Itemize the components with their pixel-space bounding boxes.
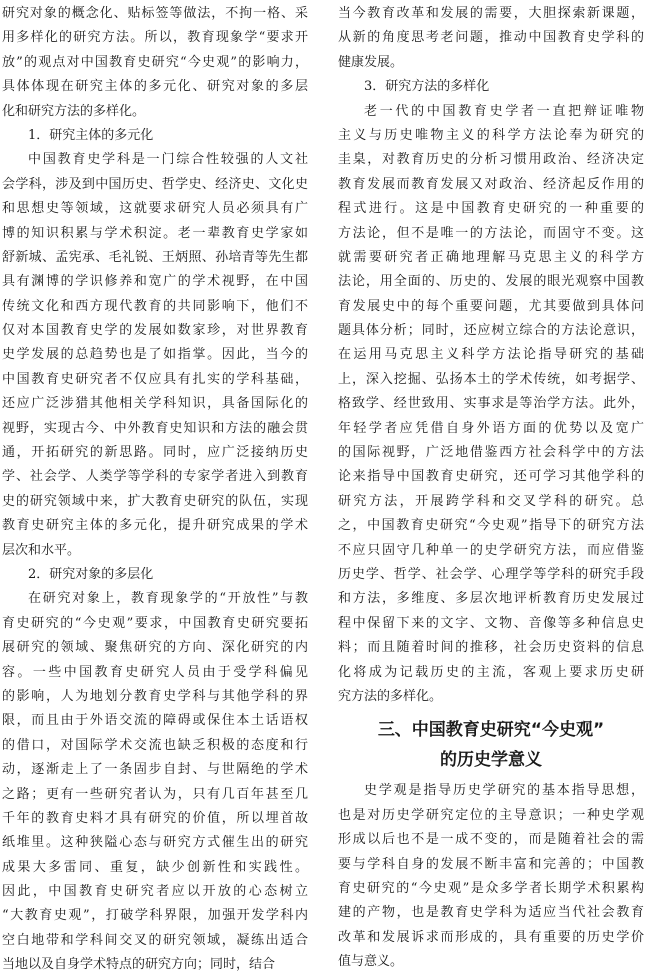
paragraph-line: 论来指导中国教育史研究，还可学习其他学科的 <box>338 469 644 485</box>
paragraph-line: 年轻学者应凭借自身外语方面的优势以及宽广 <box>338 420 644 436</box>
paragraph-line: 化和研究方法的多样化。 <box>2 103 146 119</box>
paragraph-line: 具体体现在研究主体的多元化、研究对象的多层 <box>2 79 308 95</box>
paragraph-line: 教育史研究主体的多元化，提升研究成果的学术 <box>2 518 308 534</box>
paragraph-line: 具有渊博的学识修养和宽广的学术视野，在中国 <box>2 274 308 290</box>
paragraph-line: 因此，中国教育史研究者应以开放的心态树立 <box>2 884 308 900</box>
paragraph-line: 还应广泛涉猎其他相关学科知识，具备国际化的 <box>2 396 308 412</box>
subheading: 3．研究方法的多样化 <box>364 79 490 95</box>
paragraph-line: 学、社会学、人类学等学科的专家学者进入到教育 <box>2 469 308 485</box>
paragraph-line: 容。一些中国教育史研究人员由于受学科偏见 <box>2 664 308 680</box>
paragraph-line: 当今教育改革和发展的需要，大胆探索新课题， <box>338 6 644 21</box>
paragraph-line: 层次和水平。 <box>2 542 81 558</box>
paragraph-line: 育发展史中的每个重要问题，尤其要做到具体问 <box>338 298 644 314</box>
paragraph-line: 的影响，人为地划分教育史学科与其他学科的界 <box>2 688 308 704</box>
paragraph-line: 育史研究的“今史观”要求，中国教育史研究要拓 <box>2 615 308 631</box>
paragraph-line: 展研究的领域、聚焦研究的方向、深化研究的内 <box>2 640 308 656</box>
left-column <box>2 2 308 978</box>
paragraph-line: 究方法的多样化。 <box>338 688 443 704</box>
paragraph-line: 会学科，涉及到中国历史、哲学史、经济史、文化史 <box>2 176 308 192</box>
paragraph-line: 之路；更有一些研究者认为，只有几百年甚至几 <box>2 786 308 802</box>
paragraph-line: 和方法，多维度、多层次地评析教育历史发展过 <box>338 591 644 607</box>
paragraph-line: 健康发展。 <box>338 54 404 70</box>
paragraph-line: 成果大多雷同、重复，缺少创新性和实践性。 <box>2 859 308 875</box>
paragraph-line: 程式进行。这是中国教育史研究的一种重要的 <box>338 201 644 217</box>
section-title: 三、中国教育史研究“今史观” <box>377 720 605 741</box>
paragraph-line: 的借口，对国际学术交流也缺乏积极的态度和行 <box>2 737 308 753</box>
paragraph-line: “大教育史观”，打破学科界限，加强开发学科内 <box>2 908 308 924</box>
paragraph-line: 法论，用全面的、历史的、发展的眼光观察中国教 <box>338 274 644 290</box>
paragraph-line: 传统文化和西方现代教育的共同影响下，他们不 <box>2 298 308 314</box>
paragraph-line: 程中保留下来的文字、文物、音像等多种信息史 <box>338 615 644 631</box>
subheading: 1．研究主体的多元化 <box>28 127 154 143</box>
paragraph-line: 格致学、经世致用、实事求是等治学方法。此外， <box>338 396 644 412</box>
paragraph-line: 之，中国教育史研究“今史观”指导下的研究方法 <box>338 518 644 534</box>
paragraph-line: 形成以后也不是一成不变的，而是随着社会的需 <box>338 832 644 848</box>
section-title: 的历史学意义 <box>440 750 542 771</box>
paragraph-line: 放”的观点对中国教育史研究“今史观”的影响力， <box>2 54 308 70</box>
paragraph-line: 建的产物，也是教育史学科为适应当代社会教育 <box>338 905 644 921</box>
paragraph-line: 舒新城、孟宪承、毛礼锐、王炳照、孙培青等先生都 <box>2 249 308 265</box>
paragraph-line: 限，而且由于外语交流的障碍或保住本土话语权 <box>2 713 308 729</box>
paragraph-line: 老一代的中国教育史学者一直把辩证唯物 <box>364 103 644 119</box>
paragraph-line: 方法论，但不是唯一的方法论，而固守不变。这 <box>338 225 644 241</box>
paragraph-line: 题具体分析；同时，还应树立综合的方法论意识， <box>338 323 644 339</box>
paragraph-line: 博的知识积累与学术积淀。老一辈教育史学家如 <box>2 225 308 241</box>
paragraph-line: 中国教育史学科是一门综合性较强的人文社 <box>28 152 308 168</box>
paragraph-line: 史学观是指导历史学研究的基本指导思想， <box>364 783 644 799</box>
paragraph-line: 仅对本国教育史学的发展如数家珍，对世界教育 <box>2 323 308 339</box>
paragraph-line: 值与意义。 <box>338 954 404 970</box>
subheading: 2．研究对象的多层化 <box>28 566 154 582</box>
paragraph-line: 动，逐渐走上了一条固步自封、与世隔绝的学术 <box>2 762 308 778</box>
paragraph-line: 和思想史等领域，这就要求研究人员必须具有广 <box>2 201 308 217</box>
paragraph-line: 当地以及自身学术特点的研究方向；同时，结合 <box>2 957 276 973</box>
paragraph-line: 主义与历史唯物主义的科学方法论奉为研究的 <box>338 127 644 143</box>
paragraph-line: 用多样化的研究方法。所以，教育现象学“要求开 <box>2 30 308 46</box>
paragraph-line: 中国教育史研究者不仅应具有扎实的学科基础， <box>2 371 308 387</box>
paragraph-line: 史的研究领域中来，扩大教育史研究的队伍，实现 <box>2 493 308 509</box>
paragraph-line: 在运用马克思主义科学方法论指导研究的基础 <box>338 347 644 363</box>
paragraph-line: 纸堆里。这种狭隘心态与研究方式催生出的研究 <box>2 835 308 851</box>
paragraph-line: 视野，实现古今、中外教育史知识和方法的融会贯 <box>2 420 308 436</box>
paragraph-line: 要与学科自身的发展不断丰富和完善的；中国教 <box>338 856 644 872</box>
paragraph-line: 圭臬，对教育历史的分析习惯用政治、经济决定 <box>338 152 644 168</box>
paragraph-line: 就需要研究者正确地理解马克思主义的科学方 <box>338 249 644 265</box>
paragraph-line: 研究方法，开展跨学科和交叉学科的研究。总 <box>338 493 644 509</box>
paragraph-line: 改革和发展诉求而形成的，具有重要的历史学价 <box>338 929 644 945</box>
paragraph-line: 空白地带和学科间交叉的研究领域，凝练出适合 <box>2 932 308 948</box>
paragraph-line: 千年的教育史料才具有研究的价值，所以埋首故 <box>2 810 308 826</box>
paragraph-line: 也是对历史学研究定位的主导意识；一种史学观 <box>338 807 644 823</box>
paragraph-line: 不应只固守几种单一的史学研究方法，而应借鉴 <box>338 542 644 558</box>
paragraph-line: 史学发展的总趋势也是了如指掌。因此，当今的 <box>2 347 308 363</box>
paragraph-line: 从新的角度思考老问题，推动中国教育史学科的 <box>338 30 644 46</box>
paragraph-line: 研究对象的概念化、贴标签等做法，不拘一格、采 <box>2 6 308 21</box>
paragraph-line: 在研究对象上，教育现象学的“开放性”与教 <box>28 591 308 607</box>
paragraph-line: 通，开拓研究的新思路。同时，应广泛接纳历史 <box>2 445 308 461</box>
paragraph-line: 历史学、哲学、社会学、心理学等学科的研究手段 <box>338 566 644 582</box>
paragraph-line: 化将成为记载历史的主流，客观上要求历史研 <box>338 664 644 680</box>
right-column <box>338 2 644 974</box>
paragraph-line: 育史研究的“今史观”是众多学者长期学术积累构 <box>338 880 644 896</box>
paragraph-line: 的国际视野，广泛地借鉴西方社会科学中的方法 <box>338 445 644 461</box>
paragraph-line: 料；而且随着时间的推移，社会历史资料的信息 <box>338 640 644 656</box>
paragraph-line: 上，深入挖掘、弘扬本土的学术传统，如考据学、 <box>338 371 644 387</box>
paragraph-line: 教育发展而教育发展又对政治、经济起反作用的 <box>338 176 644 192</box>
